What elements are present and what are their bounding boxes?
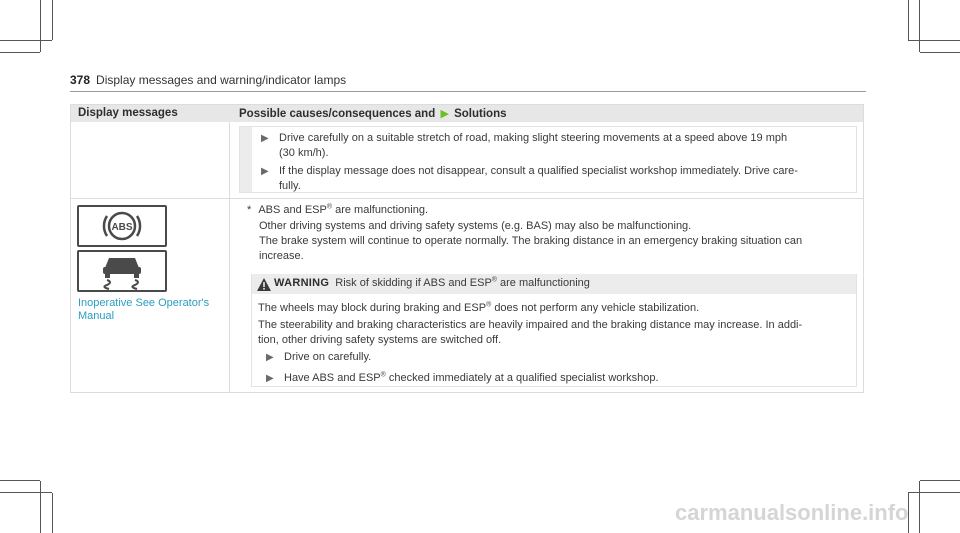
crop-mark bbox=[908, 492, 960, 493]
crop-mark bbox=[920, 480, 960, 481]
row-divider bbox=[71, 198, 863, 199]
abs-warning-icon bbox=[77, 205, 167, 247]
crop-mark bbox=[908, 0, 909, 40]
solution-arrow-icon: ▶ bbox=[266, 352, 274, 363]
warning-label: WARNING bbox=[274, 277, 330, 289]
row2-details: Other driving systems and driving safety systems (e.g. BAS) may also be malfunctioning. The brake system will continue to operate normally. The braking distance in an emergency braking situation can increase. bbox=[259, 220, 803, 262]
crop-mark bbox=[40, 0, 41, 52]
page-header bbox=[70, 73, 346, 87]
table-header bbox=[71, 105, 863, 122]
header-divider bbox=[70, 91, 866, 92]
col-header-causes: Possible causes/consequences and ▶ Solutions bbox=[239, 108, 507, 120]
crop-mark bbox=[0, 480, 40, 481]
inoperative-manual-message: Inoperative See Operator's Manual bbox=[78, 297, 210, 322]
warning-step-1: ▶ Drive on carefully. bbox=[266, 351, 372, 363]
abs-label: ABS bbox=[111, 222, 133, 233]
solution-arrow-icon: ▶ bbox=[440, 108, 449, 120]
crop-mark bbox=[919, 0, 920, 52]
warning-title-bar: WARNING Risk of skidding if ABS and ESP® are malfunctioning bbox=[252, 274, 856, 294]
column-divider bbox=[229, 122, 230, 392]
col-header-display-messages: Display messages bbox=[78, 107, 178, 119]
warning-step-2: ▶ Have ABS and ESP® checked immediately at a qualified specialist workshop. bbox=[266, 371, 659, 384]
row1-side-strip bbox=[240, 127, 252, 192]
crop-mark bbox=[919, 481, 920, 533]
solution-arrow-icon: ▶ bbox=[261, 166, 269, 177]
esp-skid-icon bbox=[77, 250, 167, 292]
watermark: carmanualsonline.info bbox=[675, 500, 909, 525]
esp-skid-icon-graphic bbox=[79, 252, 165, 290]
crop-mark bbox=[920, 52, 960, 53]
warning-paragraph-2: The steerability and braking characteristics are heavily impaired and the braking distance may increase. In addi- tion, other driving safety systems are switched off. bbox=[258, 319, 803, 346]
crop-mark bbox=[0, 40, 52, 41]
crop-mark bbox=[52, 493, 53, 533]
crop-mark bbox=[0, 492, 52, 493]
warning-paragraph-1: The wheels may block during braking and ESP® does not perform any vehicle stabilization. bbox=[258, 301, 700, 314]
crop-mark bbox=[52, 0, 53, 40]
row1-step-1: ▶ Drive carefully on a suitable stretch of road, making slight steering movements at a speed above 19 mph (30 km/h). bbox=[261, 132, 788, 159]
row2-cause: * ABS and ESP® are malfunctioning. bbox=[247, 203, 429, 216]
row1-step-2: ▶ If the display message does not disappear, consult a qualified specialist workshop immediately. Drive care- fully. bbox=[261, 165, 798, 192]
solution-arrow-icon: ▶ bbox=[261, 133, 269, 144]
warning-title: Risk of skidding if ABS and ESP bbox=[335, 277, 492, 289]
section-title: Display messages and warning/indicator lamps bbox=[96, 73, 347, 87]
solution-arrow-icon: ▶ bbox=[266, 373, 274, 384]
crop-mark bbox=[908, 40, 960, 41]
footnote-star: * bbox=[247, 204, 252, 216]
crop-mark bbox=[40, 481, 41, 533]
page-number: 378 bbox=[70, 73, 91, 87]
abs-warning-icon-graphic bbox=[79, 207, 165, 245]
crop-mark bbox=[0, 52, 40, 53]
warning-triangle-icon bbox=[257, 278, 271, 291]
